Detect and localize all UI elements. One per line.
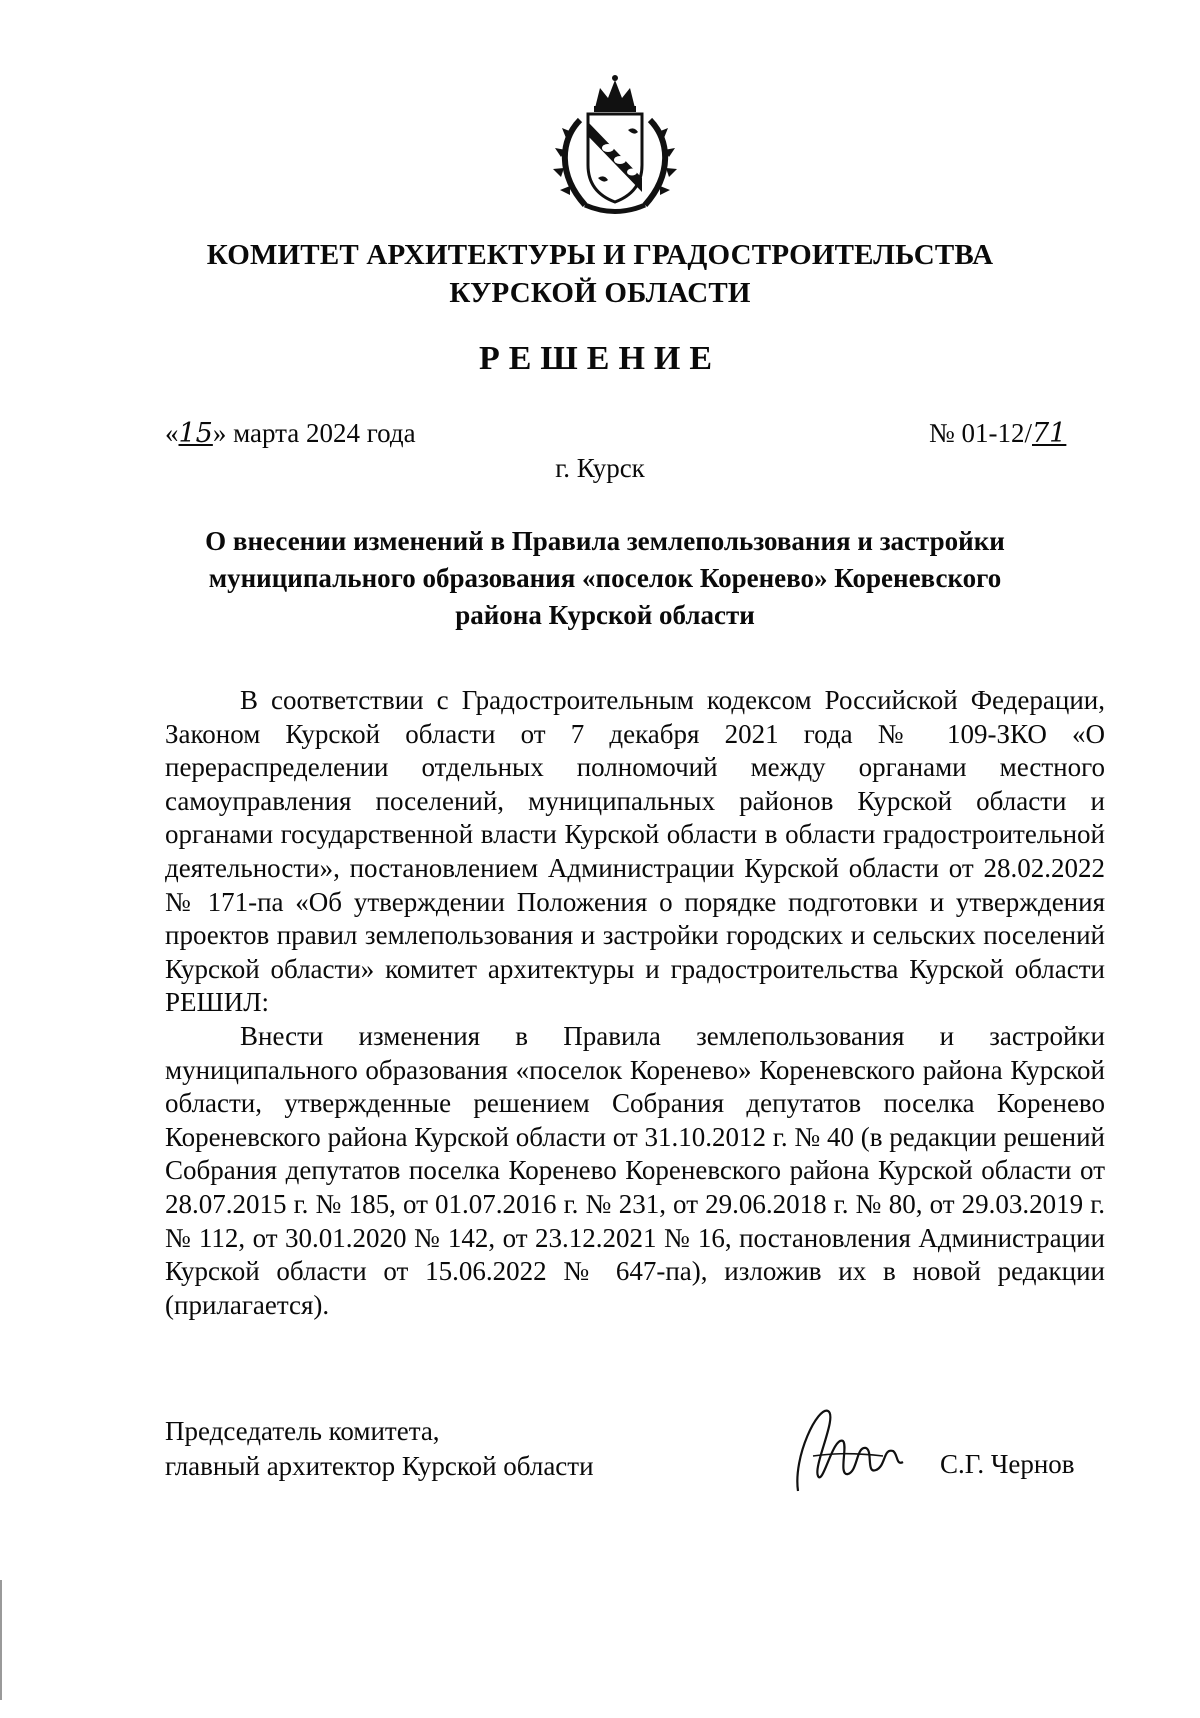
subject-line2: муниципального образования «поселок Коренево» Кореневского bbox=[208, 563, 1002, 593]
document-number bbox=[929, 418, 1102, 449]
committee-name bbox=[0, 236, 1200, 312]
signatory-name: С.Г. Чернов bbox=[940, 1449, 1075, 1479]
document-date bbox=[165, 418, 416, 449]
kursk-coat-of-arms-icon bbox=[540, 70, 690, 220]
body-paragraph-2: Внести изменения в Правила землепользования и застройки муниципального образования «поселок Коренево» Кореневского района Курской области, утвержденные решением Собрания депутатов поселка Коренево Кореневского района Курской области от 31.10.2012 г. № 40 (в редакции решений Собрания депутатов поселка Коренево Кореневского района Курской области от 28.07.2015 г. № 185, от 01.07.2016 г. № 231, от 29.06.2018 г. № 80, от 29.03.2019 г. № 112, от 30.01.2020 № 142, от 23.12.2021 № 16, постановления Администрации Курской области от 15.06.2022 № 647-па), изложив их в новой редакции (прилагается). bbox=[165, 1020, 1105, 1320]
date-open-quote: « bbox=[165, 418, 179, 448]
document-number-handwritten: 71 bbox=[1032, 418, 1067, 449]
date-month-year: » марта 2024 года bbox=[212, 418, 416, 448]
signatory-position-line1: Председатель комитета, bbox=[165, 1416, 440, 1446]
signatory-position-line2: главный архитектор Курской области bbox=[165, 1451, 594, 1481]
document-city: г. Курск bbox=[555, 453, 645, 483]
date-day-handwritten: 15 bbox=[178, 418, 213, 449]
scan-edge-mark bbox=[0, 1580, 2, 1700]
body-paragraph-1: В соответствии с Градостроительным кодексом Российской Федерации, Законом Курской области от 7 декабря 2021 года № 109-ЗКО «О перераспределении отдельных полномочий между органами местного самоуправления поселений, муниципальных районов Курской области и органами государственной власти Курской области в области градостроительной деятельности», постановлением Администрации Курской области от 28.02.2022 № 171-па «Об утверждении Положения о порядке подготовки и утверждения проектов правил землепользования и застройки городских и сельских поселений Курской области» комитет архитектуры и градостроительства Курской области РЕШИЛ: bbox=[165, 685, 1105, 1018]
subject-line3: района Курской области bbox=[455, 600, 755, 630]
document-type-title: РЕШЕНИЕ bbox=[478, 340, 722, 377]
committee-name-line1: КОМИТЕТ АРХИТЕКТУРЫ И ГРАДОСТРОИТЕЛЬСТВА bbox=[206, 239, 994, 271]
handwritten-signature bbox=[788, 1396, 908, 1496]
signatory-position bbox=[165, 1414, 594, 1484]
document-body bbox=[165, 684, 1105, 1322]
document-number-prefix: № 01-12/ bbox=[928, 418, 1032, 448]
document-subject bbox=[160, 523, 1050, 634]
committee-name-line2: КУРСКОЙ ОБЛАСТИ bbox=[449, 277, 751, 309]
subject-line1: О внесении изменений в Правила землепользования и застройки bbox=[205, 526, 1005, 556]
